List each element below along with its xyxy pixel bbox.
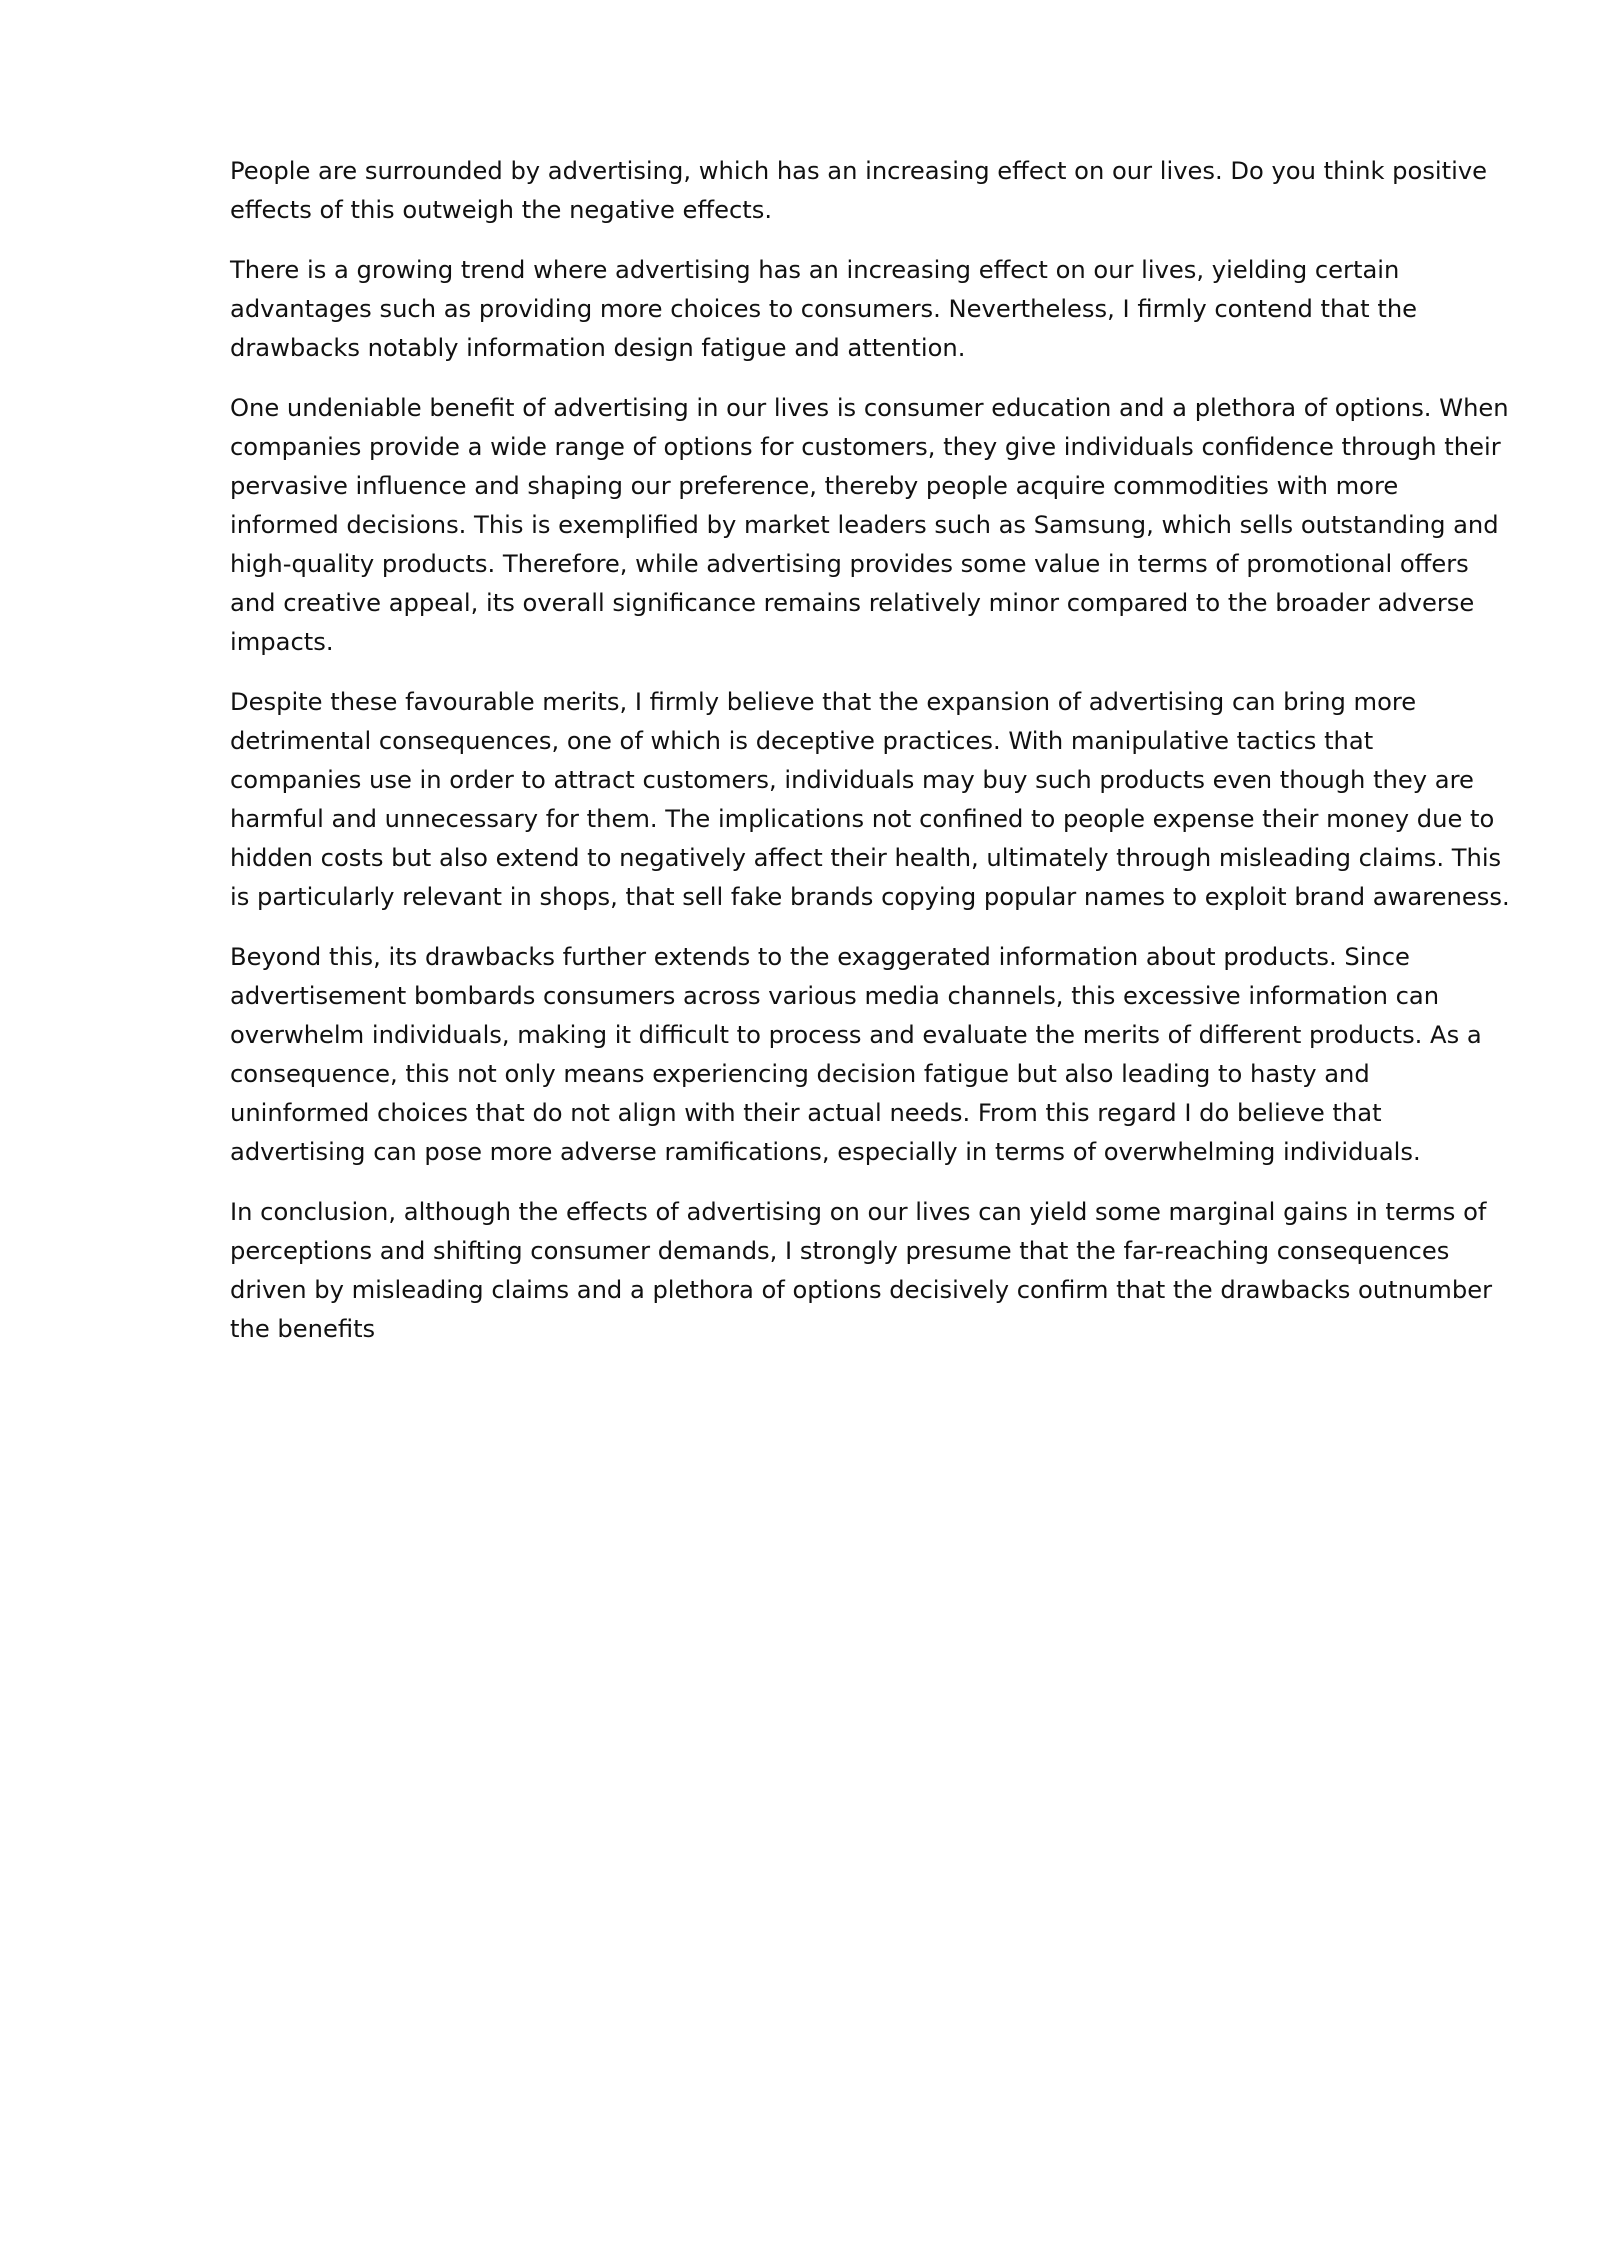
body-paragraph-deceptive-practices: Despite these favourable merits, I firmly believe that the expansion of advertising can bring more detrimental consequences, one of which is deceptive practices. With manipulative tactics that companies use in order to attract customers, individuals may buy such products even though they are harmful and unnecessary for them. The implications not confined to people expense their money due to hidden costs but also extend to negatively affect their health, ultimately through misleading claims. This is particularly relevant in shops, that sell fake brands copying popular names to exploit brand awareness. <box>230 688 1510 911</box>
conclusion-paragraph: In conclusion, although the effects of advertising on our lives can yield some marginal gains in terms of perceptions and shifting consumer demands, I strongly presume that the far-reaching consequences driven by misleading claims and a plethora of options decisively confirm that the drawbacks outnumber the benefits <box>230 1198 1493 1343</box>
body-paragraph-benefit: One undeniable benefit of advertising in our lives is consumer education and a plethora of options. When companies provide a wide range of options for customers, they give individuals confidence through their pervasive influence and shaping our preference, thereby people acquire commodities with more informed decisions. This is exemplified by market leaders such as Samsung, which sells outstanding and high-quality products. Therefore, while advertising provides some value in terms of promotional offers and creative appeal, its overall significance remains relatively minor compared to the broader adverse impacts. <box>230 394 1509 656</box>
document-body <box>230 152 1510 1349</box>
introduction-paragraph: There is a growing trend where advertising has an increasing effect on our lives, yielding certain advantages such as providing more choices to consumers. Nevertheless, I firmly contend that the drawbacks notably information design fatigue and attention. <box>230 256 1418 362</box>
body-paragraph-information-overload: Beyond this, its drawbacks further extends to the exaggerated information about products. Since advertisement bombards consumers across various media channels, this excessive information can overwhelm individuals, making it difficult to process and evaluate the merits of different products. As a consequence, this not only means experiencing decision fatigue but also leading to hasty and uninformed choices that do not align with their actual needs. From this regard I do believe that advertising can pose more adverse ramifications, especially in terms of overwhelming individuals. <box>230 943 1482 1166</box>
prompt-paragraph: People are surrounded by advertising, which has an increasing effect on our lives. Do you think positive effects of this outweigh the negative effects. <box>230 157 1488 224</box>
